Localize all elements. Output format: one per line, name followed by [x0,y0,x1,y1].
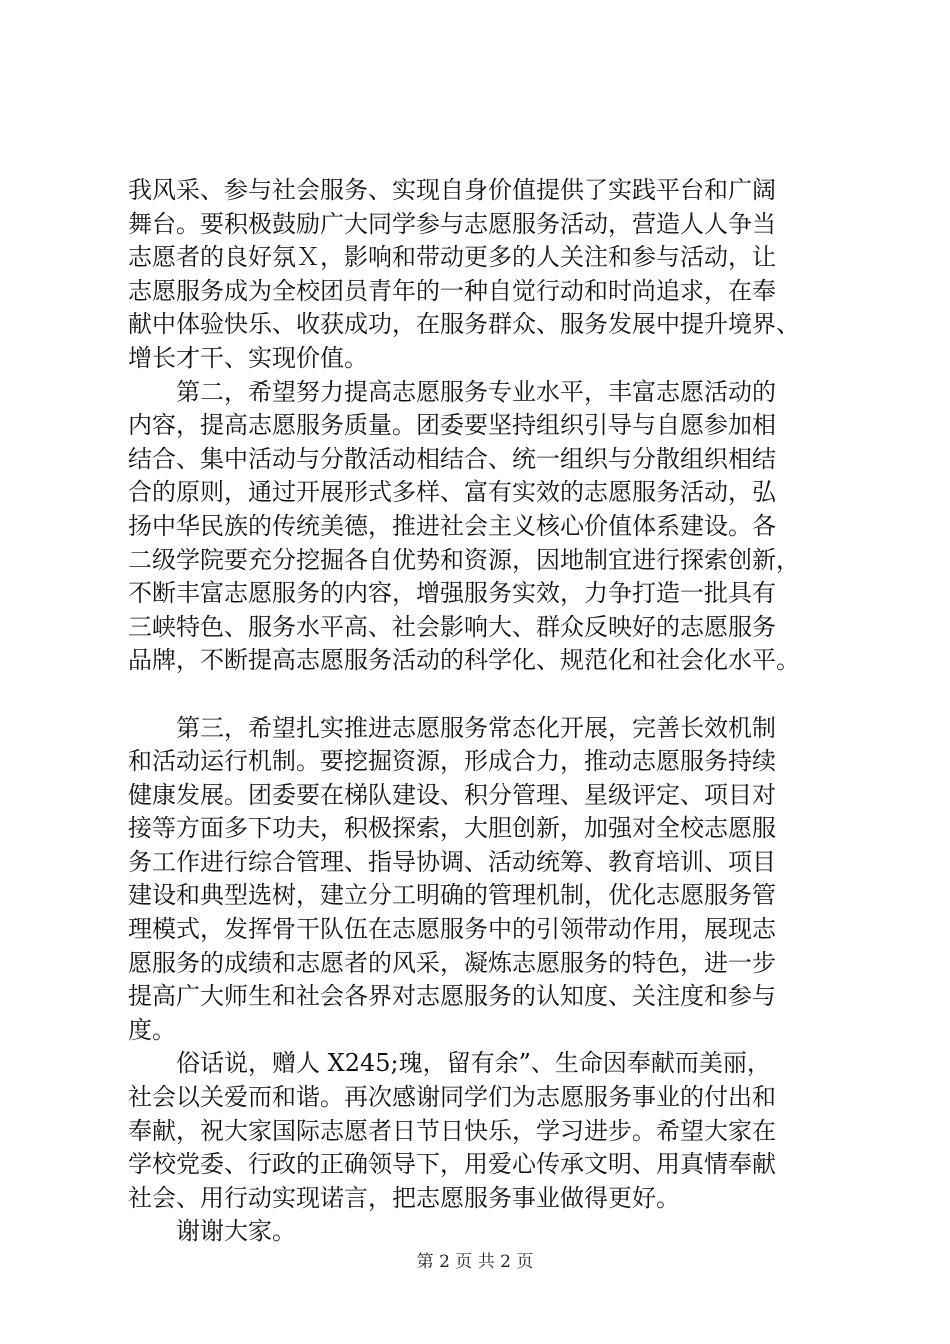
text-line: 三峡特色、服务水平高、社会影响大、群众反映好的志愿服务 [128,612,776,641]
text-line: 度。 [128,1015,176,1044]
text-line: 合的原则，通过开展形式多样、富有实效的志愿服务活动，弘 [128,478,776,507]
body-text [128,174,848,1249]
text-line: 献中体验快乐、收获成功，在服务群众、服务发展中提升境界、 [128,310,800,339]
text-line: 第二，希望努力提高志愿服务专业水平，丰富志愿活动的 [176,377,776,406]
text-line: 俗话说，赠人 X245;瑰，留有余”、生命因奉献而美丽， [176,1049,771,1078]
text-line: 学校党委、行政的正确领导下，用爱心传承文明、用真情奉献 [128,1150,776,1179]
text-line: 务工作进行综合管理、指导协调、活动统筹、教育培训、项目 [128,847,776,876]
text-line: 二级学院要充分挖掘各自优势和资源，因地制宜进行探索创新， [128,545,800,574]
text-line: 我风采、参与社会服务、实现自身价值提供了实践平台和广阔 [128,176,776,204]
text-line: 理模式，发挥骨干队伍在志愿服务中的引领带动作用，展现志 [128,915,776,944]
text-line: 社会、用行动实现诺言，把志愿服务事业做得更好。 [128,1183,680,1212]
text-line: 和活动运行机制。要挖掘资源，形成合力，推动志愿服务持续 [128,747,776,776]
text-line: 谢谢大家。 [176,1217,296,1246]
text-line: 扬中华民族的传统美德，推进社会主义核心价值体系建设。各 [128,511,776,540]
text-line: 结合、集中活动与分散活动相结合、统一组织与分散组织相结 [128,444,776,473]
text-line: 志愿者的良好氛Ｘ，影响和带动更多的人关注和参与活动，让 [128,243,776,272]
page-footer: 第 2 页 共 2 页 [416,1252,534,1272]
text-line: 第三，希望扎实推进志愿服务常态化开展，完善长效机制 [176,713,776,742]
text-line: 舞台。要积极鼓励广大同学参与志愿服务活动，营造人人争当 [128,209,776,238]
text-line: 志愿服务成为全校团员青年的一种自觉行动和时尚追求，在奉 [128,276,776,305]
text-line: 建设和典型选树，建立分工明确的管理机制，优化志愿服务管 [128,881,776,910]
paragraph-gap [128,678,848,712]
text-line: 增长才干、实现价值。 [128,343,368,372]
text-line: 愿服务的成绩和志愿者的风采，凝炼志愿服务的特色，进一步 [128,948,776,977]
text-line: 奉献，祝大家国际志愿者日节日快乐，学习进步。希望大家在 [128,1116,776,1145]
text-line: 不断丰富志愿服务的内容，增强服务实效，力争打造一批具有 [128,579,776,608]
text-line: 接等方面多下功夫，积极探索，大胆创新，加强对全校志愿服 [128,814,776,843]
text-line: 提高广大师生和社会各界对志愿服务的认知度、关注度和参与 [128,982,776,1011]
text-line: 健康发展。团委要在梯队建设、积分管理、星级评定、项目对 [128,780,776,809]
text-line: 品牌，不断提高志愿服务活动的科学化、规范化和社会化水平。 [128,646,800,675]
text-line: 内容，提高志愿服务质量。团委要坚持组织引导与自愿参加相 [128,411,776,440]
text-line: 社会以关爱而和谐。再次感谢同学们为志愿服务事业的付出和 [128,1083,776,1112]
